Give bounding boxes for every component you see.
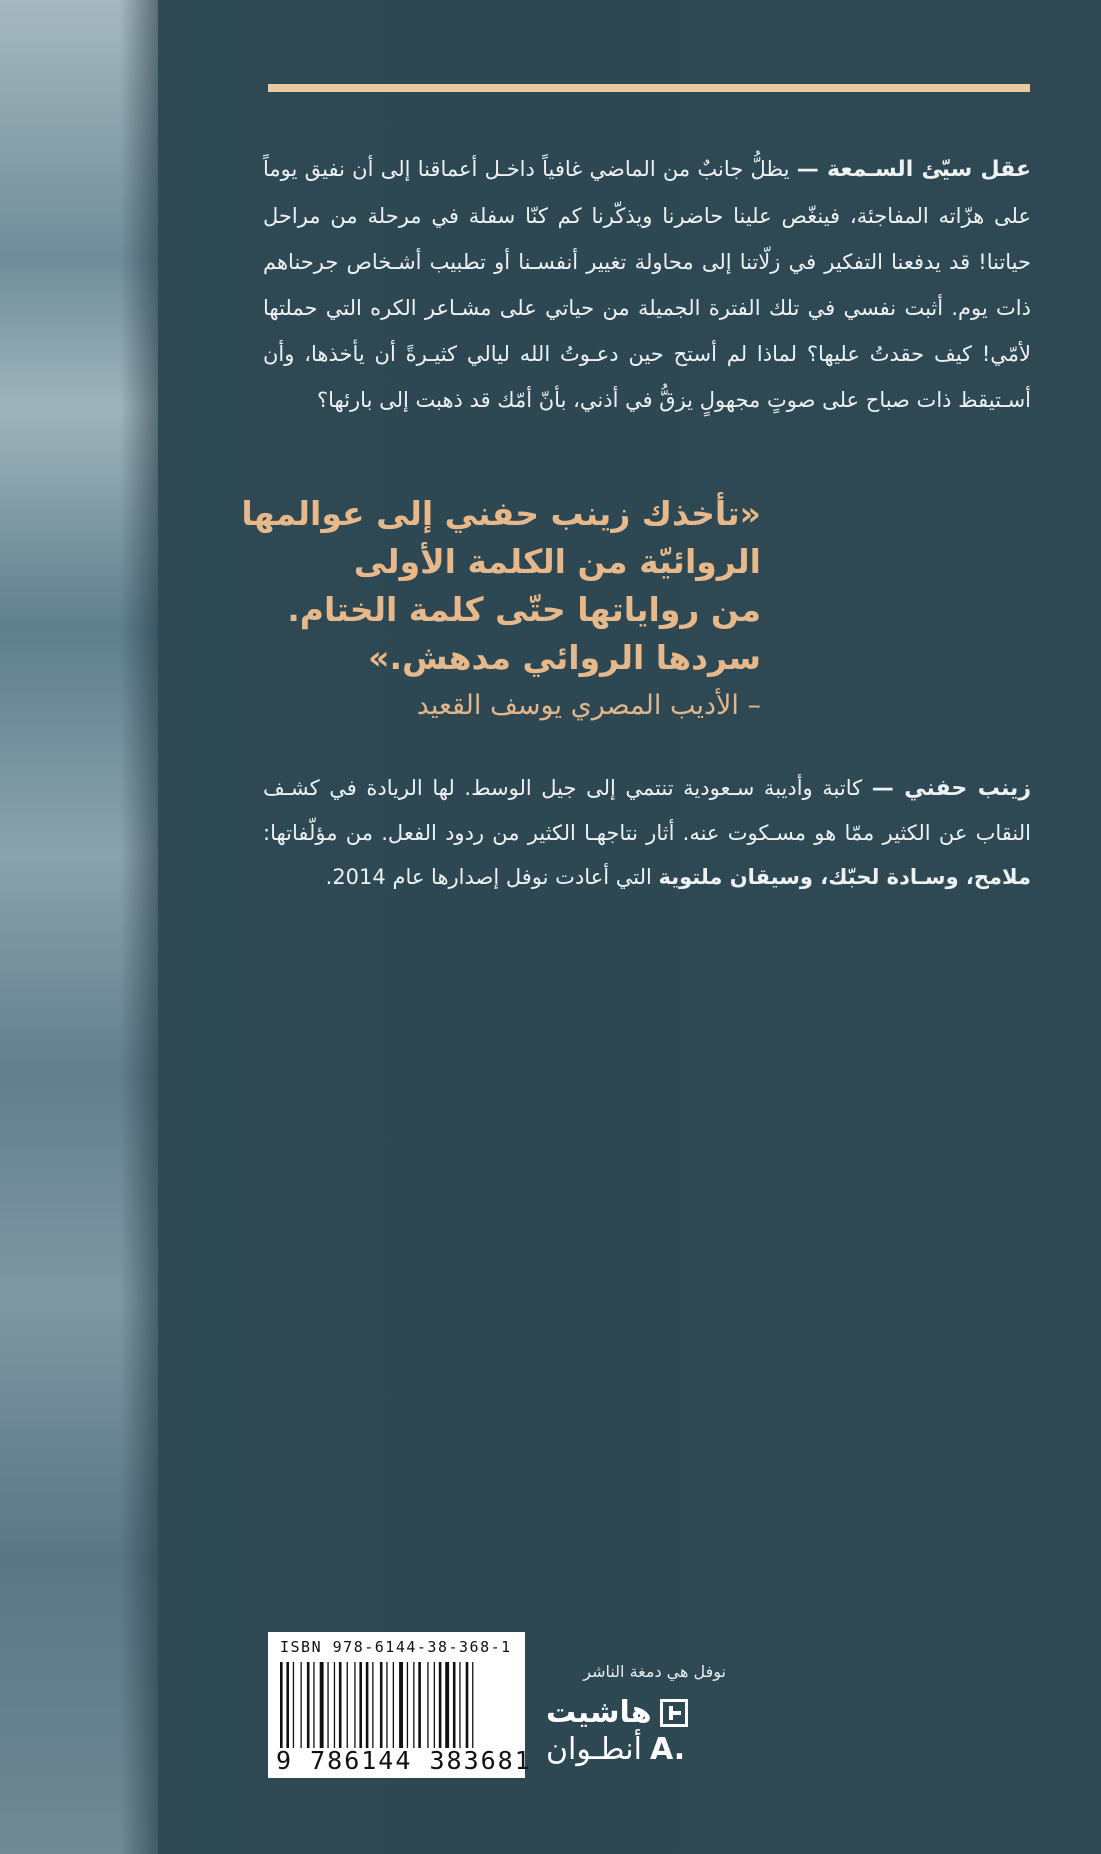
barcode-bar xyxy=(339,1662,342,1748)
author-bio xyxy=(263,766,1031,899)
publisher-block xyxy=(546,1662,726,1767)
barcode-bar xyxy=(327,1662,328,1748)
bio-text: كاتبة وأديبة سـعودية تنتمي إلى جيل الوسط. لها الريادة في كشـف النقاب عن الكثير ممّا هو مسـكوت عنه. أثار نتاجهـا الكثير من ردود الفعل. من مؤلّفاتها: xyxy=(263,776,1031,845)
barcode-bar xyxy=(418,1662,421,1748)
barcode-bar xyxy=(334,1662,335,1748)
barcode-bar xyxy=(393,1662,394,1748)
summary-lead: عقل سيّئ السـمعة — xyxy=(796,157,1031,182)
quote-line: الروائيّة من الكلمة الأولى xyxy=(353,542,761,581)
barcode-bar xyxy=(413,1662,414,1748)
barcode-bar xyxy=(380,1662,383,1748)
isbn-label: ISBN 978-6144-38-368-1 xyxy=(280,1638,512,1656)
barcode-bar xyxy=(280,1662,283,1748)
barcode-bar xyxy=(354,1662,355,1748)
publisher-name-hachette: هاشيت xyxy=(546,1695,652,1730)
barcode-bar xyxy=(372,1662,373,1748)
barcode-bar xyxy=(320,1662,324,1748)
spine-edge xyxy=(0,0,158,1854)
barcode-bar xyxy=(293,1662,294,1748)
barcode-bar xyxy=(286,1662,289,1748)
barcode-bar xyxy=(459,1662,460,1748)
barcode-bar xyxy=(313,1662,314,1748)
review-quote xyxy=(201,490,761,730)
ean-number: 9 786144 383681 xyxy=(276,1746,532,1775)
publisher-name-row xyxy=(546,1695,726,1730)
barcode-bar xyxy=(301,1662,302,1748)
bio-text-end: التي أعادت نوفل إصدارها عام 2014. xyxy=(325,865,659,889)
barcode-bar xyxy=(386,1662,387,1748)
barcode-bar xyxy=(399,1662,403,1748)
barcode-bar xyxy=(445,1662,449,1748)
barcode-bar xyxy=(466,1662,469,1748)
barcode-bar xyxy=(453,1662,456,1748)
hachette-logo-icon xyxy=(660,1699,688,1727)
barcode-icon xyxy=(280,1662,514,1748)
book-summary xyxy=(263,146,1031,423)
barcode-box xyxy=(268,1632,532,1778)
barcode-bar xyxy=(366,1662,369,1748)
summary-text: يظلُّ جانبٌ من الماضي غافياً داخـل أعماقنا إلى أن نفيق يوماً على هزّاته المفاجئة، فينغّص علينا حاضرنا ويذكّرنا كم كنّا سفلة في مرحلة من مراحل حياتنا! قد يدفعنا التفكير في زلّاتنا إلى محاولة تغيير أنفسـنا أو تطبيب أشـخاص جرحناهم ذات يوم. أثبت نفسي في تلك الفترة الجميلة من حياتي على مشـاعر الكره التي حملتها لأمّي! كيف حقدتُ عليها؟ لماذا لم أستح حين دعـوتُ الله ليالي كثيـرةً أن يأخذها، وأن أسـتيقظ ذات صباح على صوتٍ مجهولٍ يزقُّ في أذني، بأنّ أمّك قد ذهبت إلى بارئها؟ xyxy=(263,157,1031,412)
barcode-bar xyxy=(472,1662,473,1748)
barcode-bar xyxy=(359,1662,362,1748)
bio-works: ملامح، وسـادة لحبّك، وسيقان ملتوية xyxy=(658,865,1031,889)
bio-lead: زينب حفني — xyxy=(871,776,1031,801)
barcode-bar xyxy=(439,1662,442,1748)
quote-line: سردها الروائي مدهش.» xyxy=(368,638,761,677)
quote-line: «تأخذك زينب حفني إلى عوالمها xyxy=(241,494,761,533)
antoine-logo-mark: A. xyxy=(649,1732,686,1767)
publisher-name-antoine: أنطـوان xyxy=(546,1732,642,1767)
publisher-note: نوفل هي دمغة الناشر xyxy=(583,1662,726,1681)
top-rule xyxy=(268,84,1030,92)
barcode-bar xyxy=(307,1662,310,1748)
quote-attribution: – الأديب المصري يوسف القعيد xyxy=(416,690,761,721)
quote-line: من رواياتها حتّى كلمة الختام. xyxy=(287,590,761,629)
barcode-bar xyxy=(434,1662,435,1748)
publisher-name-row-2 xyxy=(546,1732,726,1767)
barcode-bar xyxy=(427,1662,428,1748)
barcode-bar xyxy=(347,1662,348,1748)
barcode-bar xyxy=(407,1662,408,1748)
